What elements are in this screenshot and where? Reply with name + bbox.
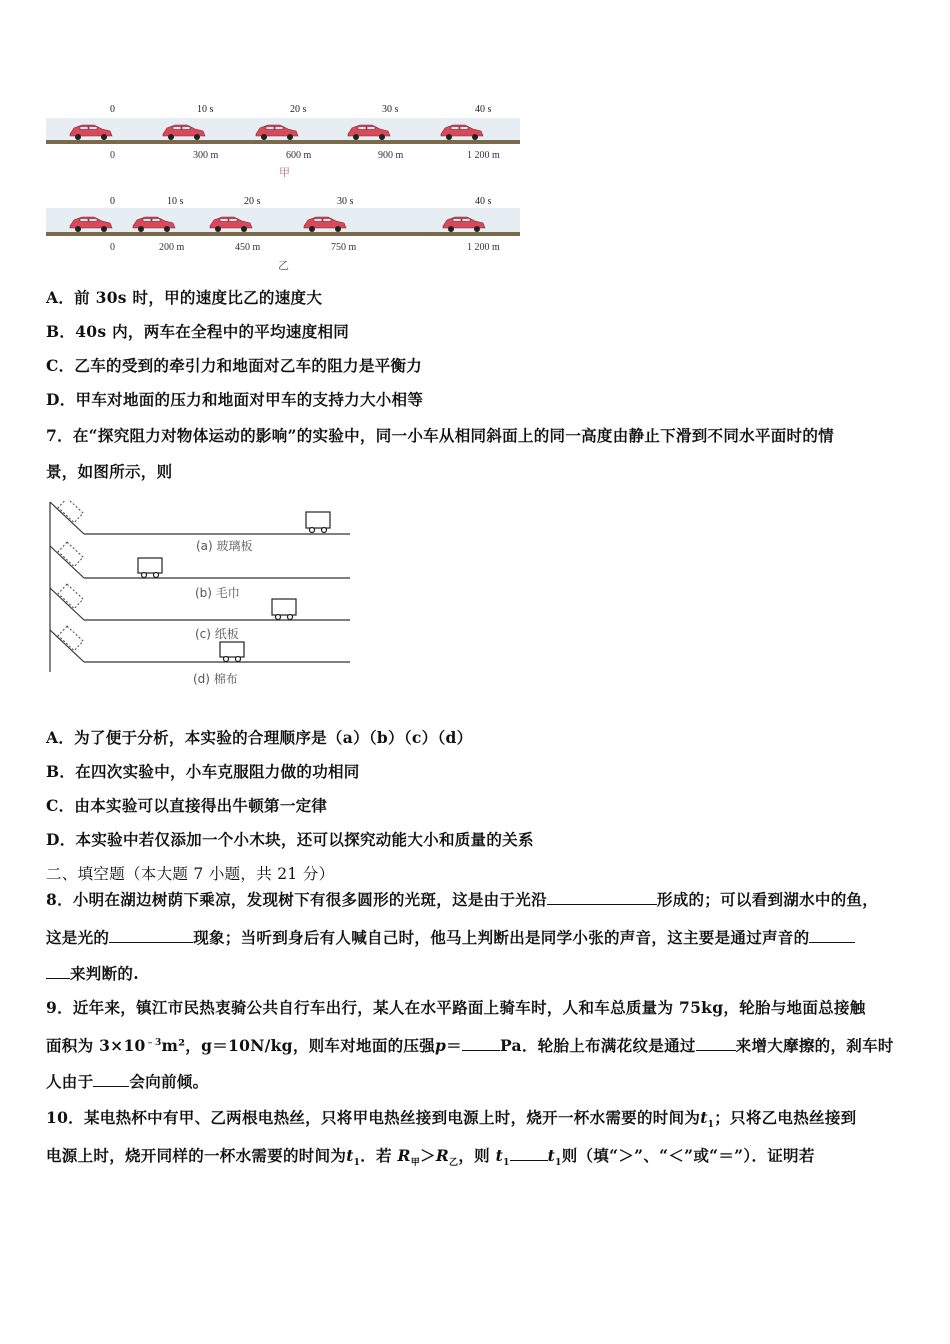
q6-option-a: A．前 30s 时，甲的速度比乙的速度大 [46,288,323,307]
answer-blank[interactable] [109,928,193,943]
q7-option-c: C．由本实验可以直接得出牛顿第一定律 [46,796,328,815]
time-label: 10 s [167,196,184,207]
q8-line1: 8．小明在湖边树荫下乘凉，发现树下有很多圆形的光斑，这是由于光沿 形成的；可以看到湖水中的鱼， [46,890,879,909]
answer-blank[interactable] [46,964,70,979]
surface-label-a: (a) 玻璃板 [196,539,253,553]
figure-caption: 甲 [279,166,290,179]
figure-caption: 乙 [278,259,289,272]
car-icon [443,217,485,228]
q6-option-c: C．乙车的受到的牵引力和地面对乙车的阻力是平衡力 [46,356,423,375]
q9-line1: 9．近年来，镇江市民热衷骑公共自行车出行，某人在水平路面上骑车时，人和车总质量为 75kg，轮胎与地面总接触 [46,998,866,1017]
time-label: 20 s [290,104,307,115]
answer-blank[interactable] [510,1146,548,1161]
car-row-jia [46,118,520,144]
answer-blank[interactable] [93,1072,129,1087]
car-icon [133,217,175,228]
q7-stem-line2: 景，如图所示，则 [46,462,173,481]
q10-line2: 电源上时，烧开同样的一杯水需要的时间为$t_1$．若 $R_甲>R_乙$，则 $t_1$ $t_1$则（填“＞”、“＜”或“＝”）．证明若 [46,1146,815,1169]
q7-option-a: A．为了便于分析，本实验的合理顺序是（a）（b）（c）（d） [46,728,473,747]
time-label: 0 [110,104,115,115]
distance-label: 200 m [159,242,185,253]
q8-line2: 这是光的 现象；当听到身后有人喊自己时，他马上判断出是同学小张的声音，这主要是通过声音的 [46,926,855,948]
car-icon [441,125,483,136]
car-icon [348,125,390,136]
distance-label: 1 200 m [467,150,500,161]
answer-blank[interactable] [696,1036,736,1051]
section-heading: 二、填空题（本大题 7 小题，共 21 分） [46,865,335,883]
distance-label: 0 [110,150,115,161]
q9-line3: 人由于 会向前倾。 [46,1072,209,1091]
q9-line2: 面积为 $3\times 10^{﹣3}m^2$，g＝10N/kg，则车对地面的压强p＝ Pa．轮胎上布满花纹是通过 来增大摩擦的，刹车时 [46,1036,894,1055]
q6-option-d: D．甲车对地面的压力和地面对甲车的支持力大小相等 [46,390,424,409]
q6-option-b: B．40s 内，两车在全程中的平均速度相同 [46,322,350,341]
distance-label: 900 m [378,150,404,161]
time-label: 20 s [244,196,261,207]
surface-label-d: (d) 棉布 [193,672,238,686]
time-label: 40 s [475,104,492,115]
answer-blank[interactable] [809,928,855,943]
time-label: 10 s [197,104,214,115]
time-label: 0 [110,196,115,207]
answer-blank[interactable] [462,1036,500,1051]
answer-blank[interactable] [547,890,657,905]
car-icon [70,217,112,228]
q7-stem-line1: 7．在“探究阻力对物体运动的影响”的实验中，同一小车从相同斜面上的同一高度由静止下滑到不同水平面时的情 [46,426,834,445]
distance-label: 750 m [331,242,357,253]
car-icon [256,125,298,136]
time-label: 30 s [337,196,354,207]
q7-option-b: B．在四次实验中，小车克服阻力做的功相同 [46,762,360,781]
q7-option-d: D．本实验中若仅添加一个小木块，还可以探究动能大小和质量的关系 [46,830,534,849]
distance-label: 600 m [286,150,312,161]
time-label: 40 s [475,196,492,207]
car-icon [210,217,252,228]
car-icon [163,125,205,136]
surface-label-b: (b) 毛巾 [195,586,240,600]
car-row-yi [46,210,520,236]
distance-label: 450 m [235,242,261,253]
distance-label: 1 200 m [467,242,500,253]
distance-label: 0 [110,242,115,253]
surface-label-c: (c) 纸板 [195,627,239,641]
q8-line3: 来判断的. [46,962,139,984]
time-label: 30 s [382,104,399,115]
q10-line1: 10．某电热杯中有甲、乙两根电热丝，只将甲电热丝接到电源上时，烧开一杯水需要的时间为$t_1$；只将乙电热丝接到 [46,1108,857,1131]
car-icon [70,125,112,136]
distance-label: 300 m [193,150,219,161]
car-icon [304,217,346,228]
